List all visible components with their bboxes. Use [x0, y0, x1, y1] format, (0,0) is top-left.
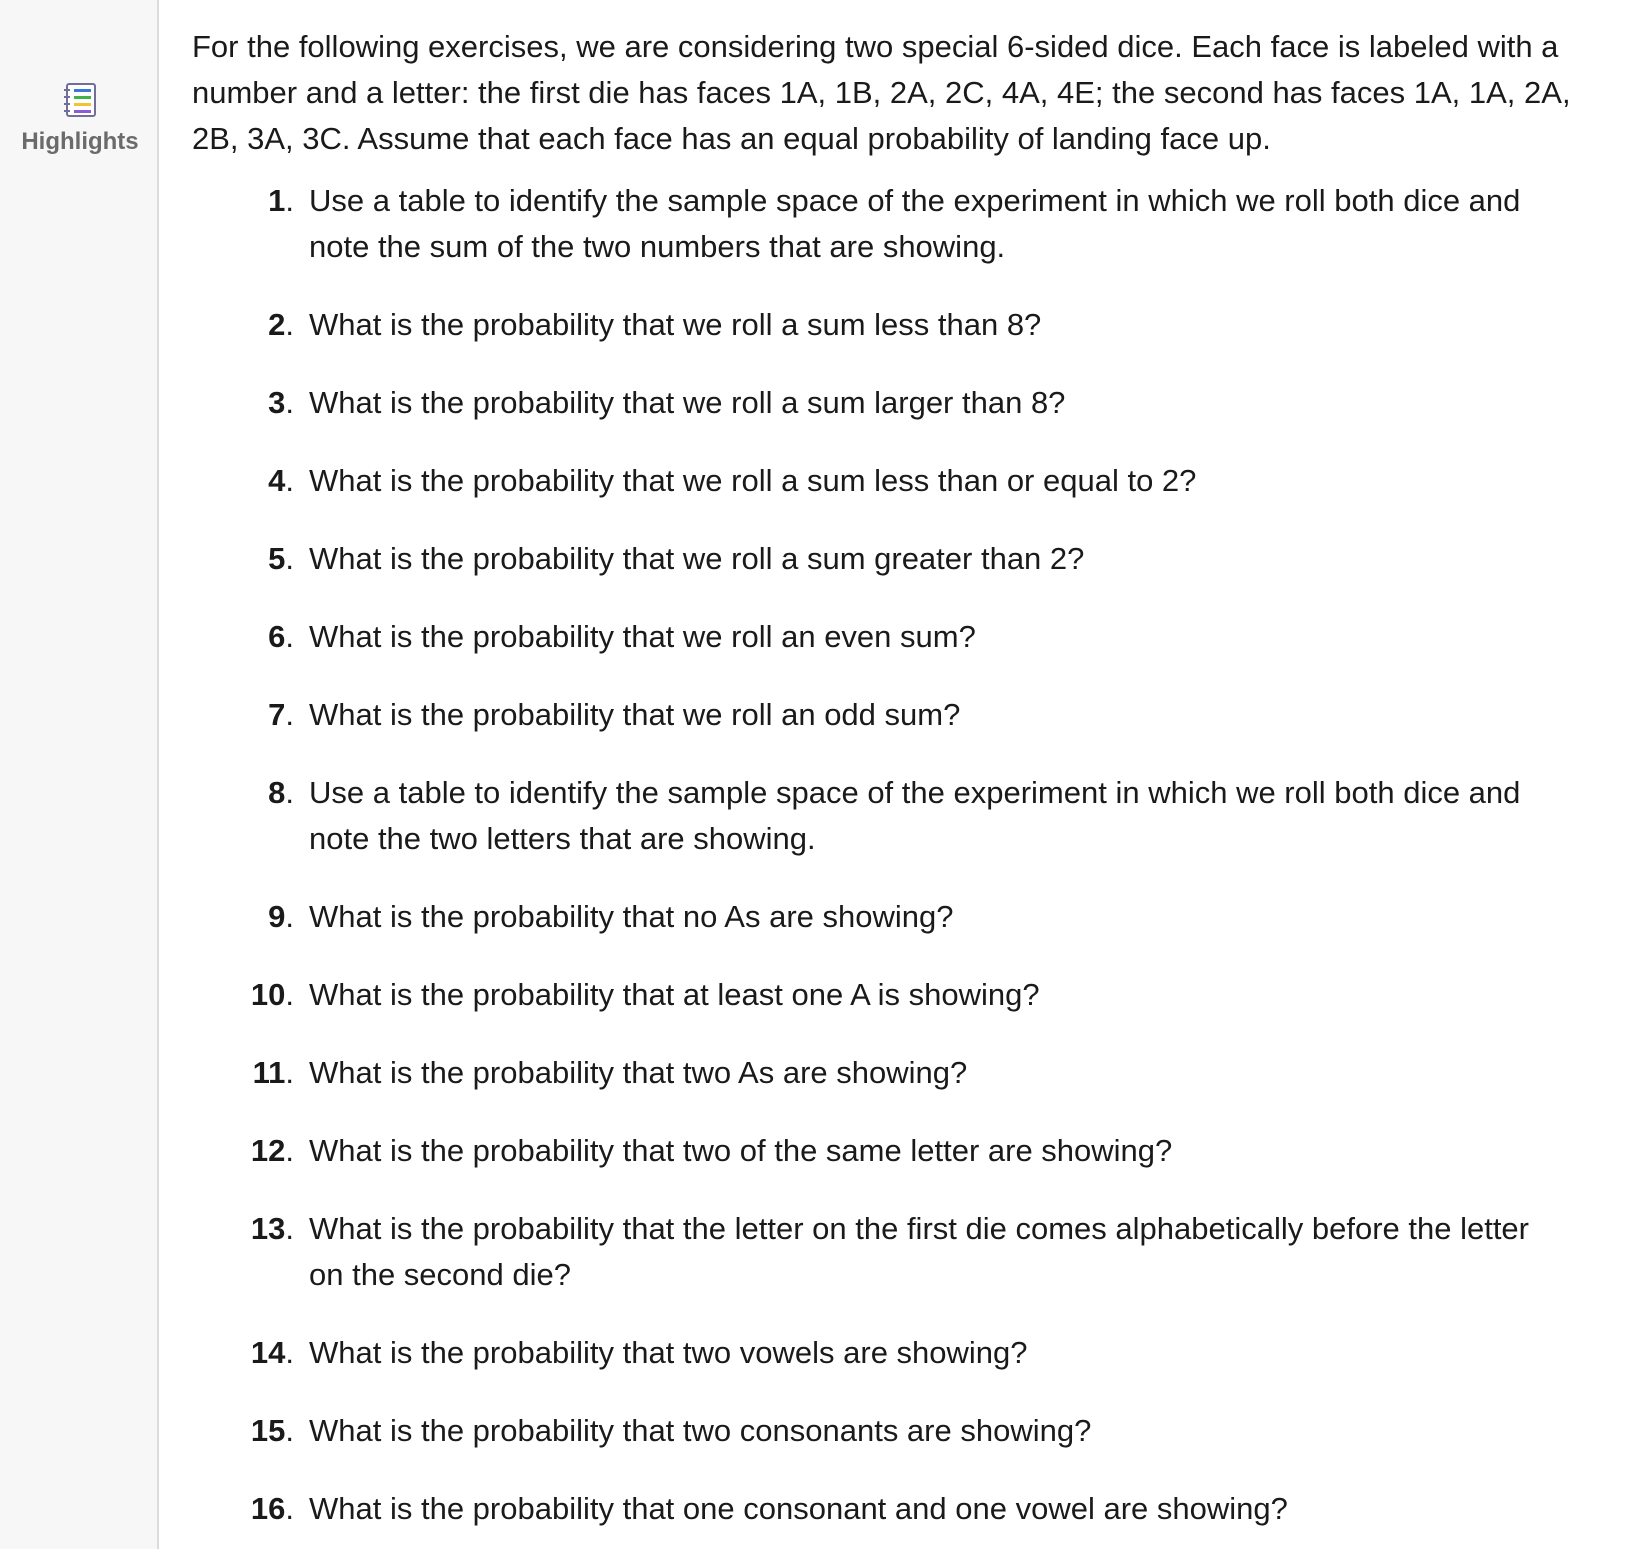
exercise-item — [192, 1408, 1608, 1454]
exercise-item — [192, 1128, 1608, 1174]
exercise-number: 8 . — [192, 770, 294, 816]
exercise-item — [192, 614, 1608, 660]
exercise-item — [192, 1486, 1608, 1532]
exercise-content — [192, 24, 1608, 1564]
exercise-item — [192, 972, 1608, 1018]
highlights-button[interactable] — [10, 82, 150, 166]
exercise-number: 14 . — [192, 1330, 294, 1376]
exercise-text: What is the probability that we roll a sum greater than 2? — [309, 541, 1085, 576]
exercise-number: 4 . — [192, 458, 294, 504]
exercise-number: 7 . — [192, 692, 294, 738]
exercise-number: 16 . — [192, 1486, 294, 1532]
exercise-item — [192, 692, 1608, 738]
exercise-text: What is the probability that we roll an even sum? — [309, 619, 976, 654]
exercise-text: What is the probability that we roll a sum larger than 8? — [309, 385, 1066, 420]
intro-paragraph: For the following exercises, we are considering two special 6-sided dice. Each face is labeled with a number and a letter: the first die has faces 1A, 1B, 2A, 2C, 4A, 4E; the second has faces 1A, 1A, 2A, 2B, 3A, 3C. Assume that each face has an equal probability of landing face up. — [192, 29, 1571, 156]
exercise-item — [192, 1206, 1608, 1298]
exercise-number: 12 . — [192, 1128, 294, 1174]
exercise-item — [192, 1050, 1608, 1096]
exercise-item — [192, 536, 1608, 582]
exercise-list — [192, 178, 1608, 1532]
exercise-text: What is the probability that at least one A is showing? — [309, 977, 1040, 1012]
exercise-item — [192, 894, 1608, 940]
exercise-number: 13 . — [192, 1206, 294, 1252]
exercise-item — [192, 302, 1608, 348]
exercise-text: Use a table to identify the sample space of the experiment in which we roll both dice and note the sum of the two numbers that are showing. — [309, 183, 1521, 264]
exercise-item — [192, 458, 1608, 504]
exercise-number: 2 . — [192, 302, 294, 348]
notebook-list-icon — [62, 82, 98, 118]
exercise-number: 11 . — [192, 1050, 294, 1096]
sidebar — [0, 0, 159, 1549]
exercise-number: 6 . — [192, 614, 294, 660]
highlights-label: Highlights — [21, 128, 139, 155]
exercise-text: Use a table to identify the sample space of the experiment in which we roll both dice and note the two letters that are showing. — [309, 775, 1521, 856]
exercise-number: 10 . — [192, 972, 294, 1018]
exercise-number: 1 . — [192, 178, 294, 224]
exercise-text: What is the probability that no As are showing? — [309, 899, 954, 934]
exercise-number: 15 . — [192, 1408, 294, 1454]
exercise-number: 9 . — [192, 894, 294, 940]
exercise-item — [192, 1330, 1608, 1376]
exercise-number: 5 . — [192, 536, 294, 582]
exercise-text: What is the probability that we roll a sum less than 8? — [309, 307, 1042, 342]
exercise-text: What is the probability that we roll an odd sum? — [309, 697, 961, 732]
exercise-text: What is the probability that we roll a sum less than or equal to 2? — [309, 463, 1197, 498]
exercise-item — [192, 178, 1608, 270]
exercise-text: What is the probability that two vowels are showing? — [309, 1335, 1028, 1370]
exercise-item — [192, 380, 1608, 426]
exercise-text: What is the probability that two consonants are showing? — [309, 1413, 1092, 1448]
exercise-item — [192, 770, 1608, 862]
exercise-text: What is the probability that two As are showing? — [309, 1055, 968, 1090]
exercise-number: 3 . — [192, 380, 294, 426]
exercise-text: What is the probability that one consonant and one vowel are showing? — [309, 1491, 1288, 1526]
exercise-text: What is the probability that two of the same letter are showing? — [309, 1133, 1173, 1168]
exercise-text: What is the probability that the letter on the first die comes alphabetically before the letter on the second die? — [309, 1211, 1529, 1292]
